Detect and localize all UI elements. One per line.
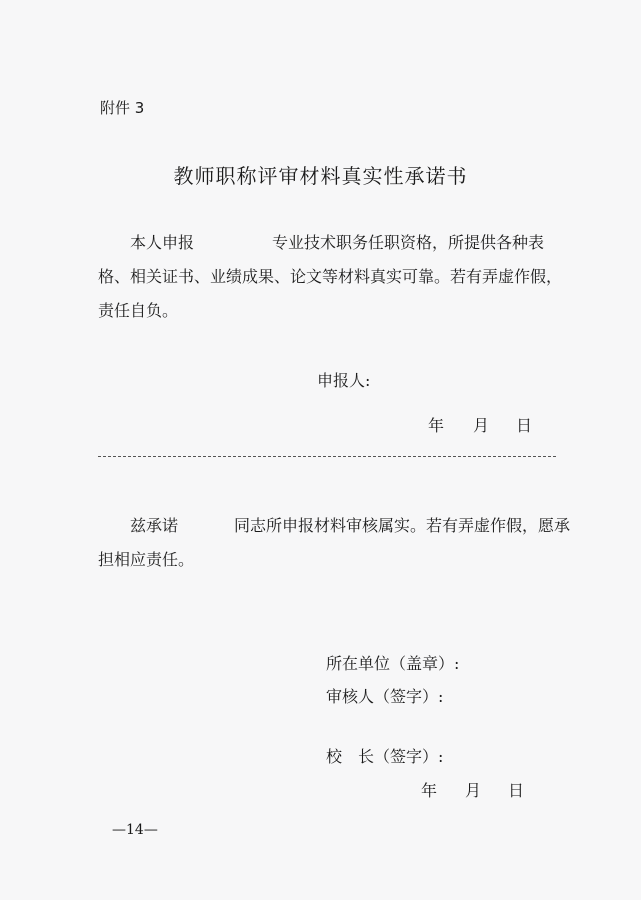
pledge-text-rest: 专业技术职务任职资格，所提供各种表格、相关证书、业绩成果、论文等材料真实可靠。若有弄虚作假，责任自负。 [98,233,563,320]
applicant-pledge-paragraph [98,226,574,328]
applicant-date-year: 年 [428,416,445,435]
certification-text-rest: 同志所申报材料审核属实。若有弄虚作假，愿承担相应责任。 [98,516,571,569]
document-title: 教师职称评审材料真实性承诺书 [173,164,468,188]
applicant-date-month: 月 [473,416,490,435]
certification-paragraph [98,509,574,577]
certification-date-year: 年 [421,781,438,800]
unit-seal-label: 所在单位（盖章）: [326,654,460,673]
pledge-text-start: 本人申报 [130,233,195,252]
principal-signature-label: 校 长（签字）: [326,747,444,766]
certification-text-start: 兹承诺 [130,516,179,535]
certification-date-month: 月 [465,781,482,800]
cut-line-divider [98,456,556,457]
page-number: —14— [112,822,158,838]
certification-date-day: 日 [508,781,525,800]
reviewer-signature-label: 审核人（签字）: [326,687,444,706]
applicant-date-day: 日 [516,416,533,435]
applicant-signature-label: 申报人: [317,371,371,390]
attachment-label: 附件 3 [100,99,145,117]
